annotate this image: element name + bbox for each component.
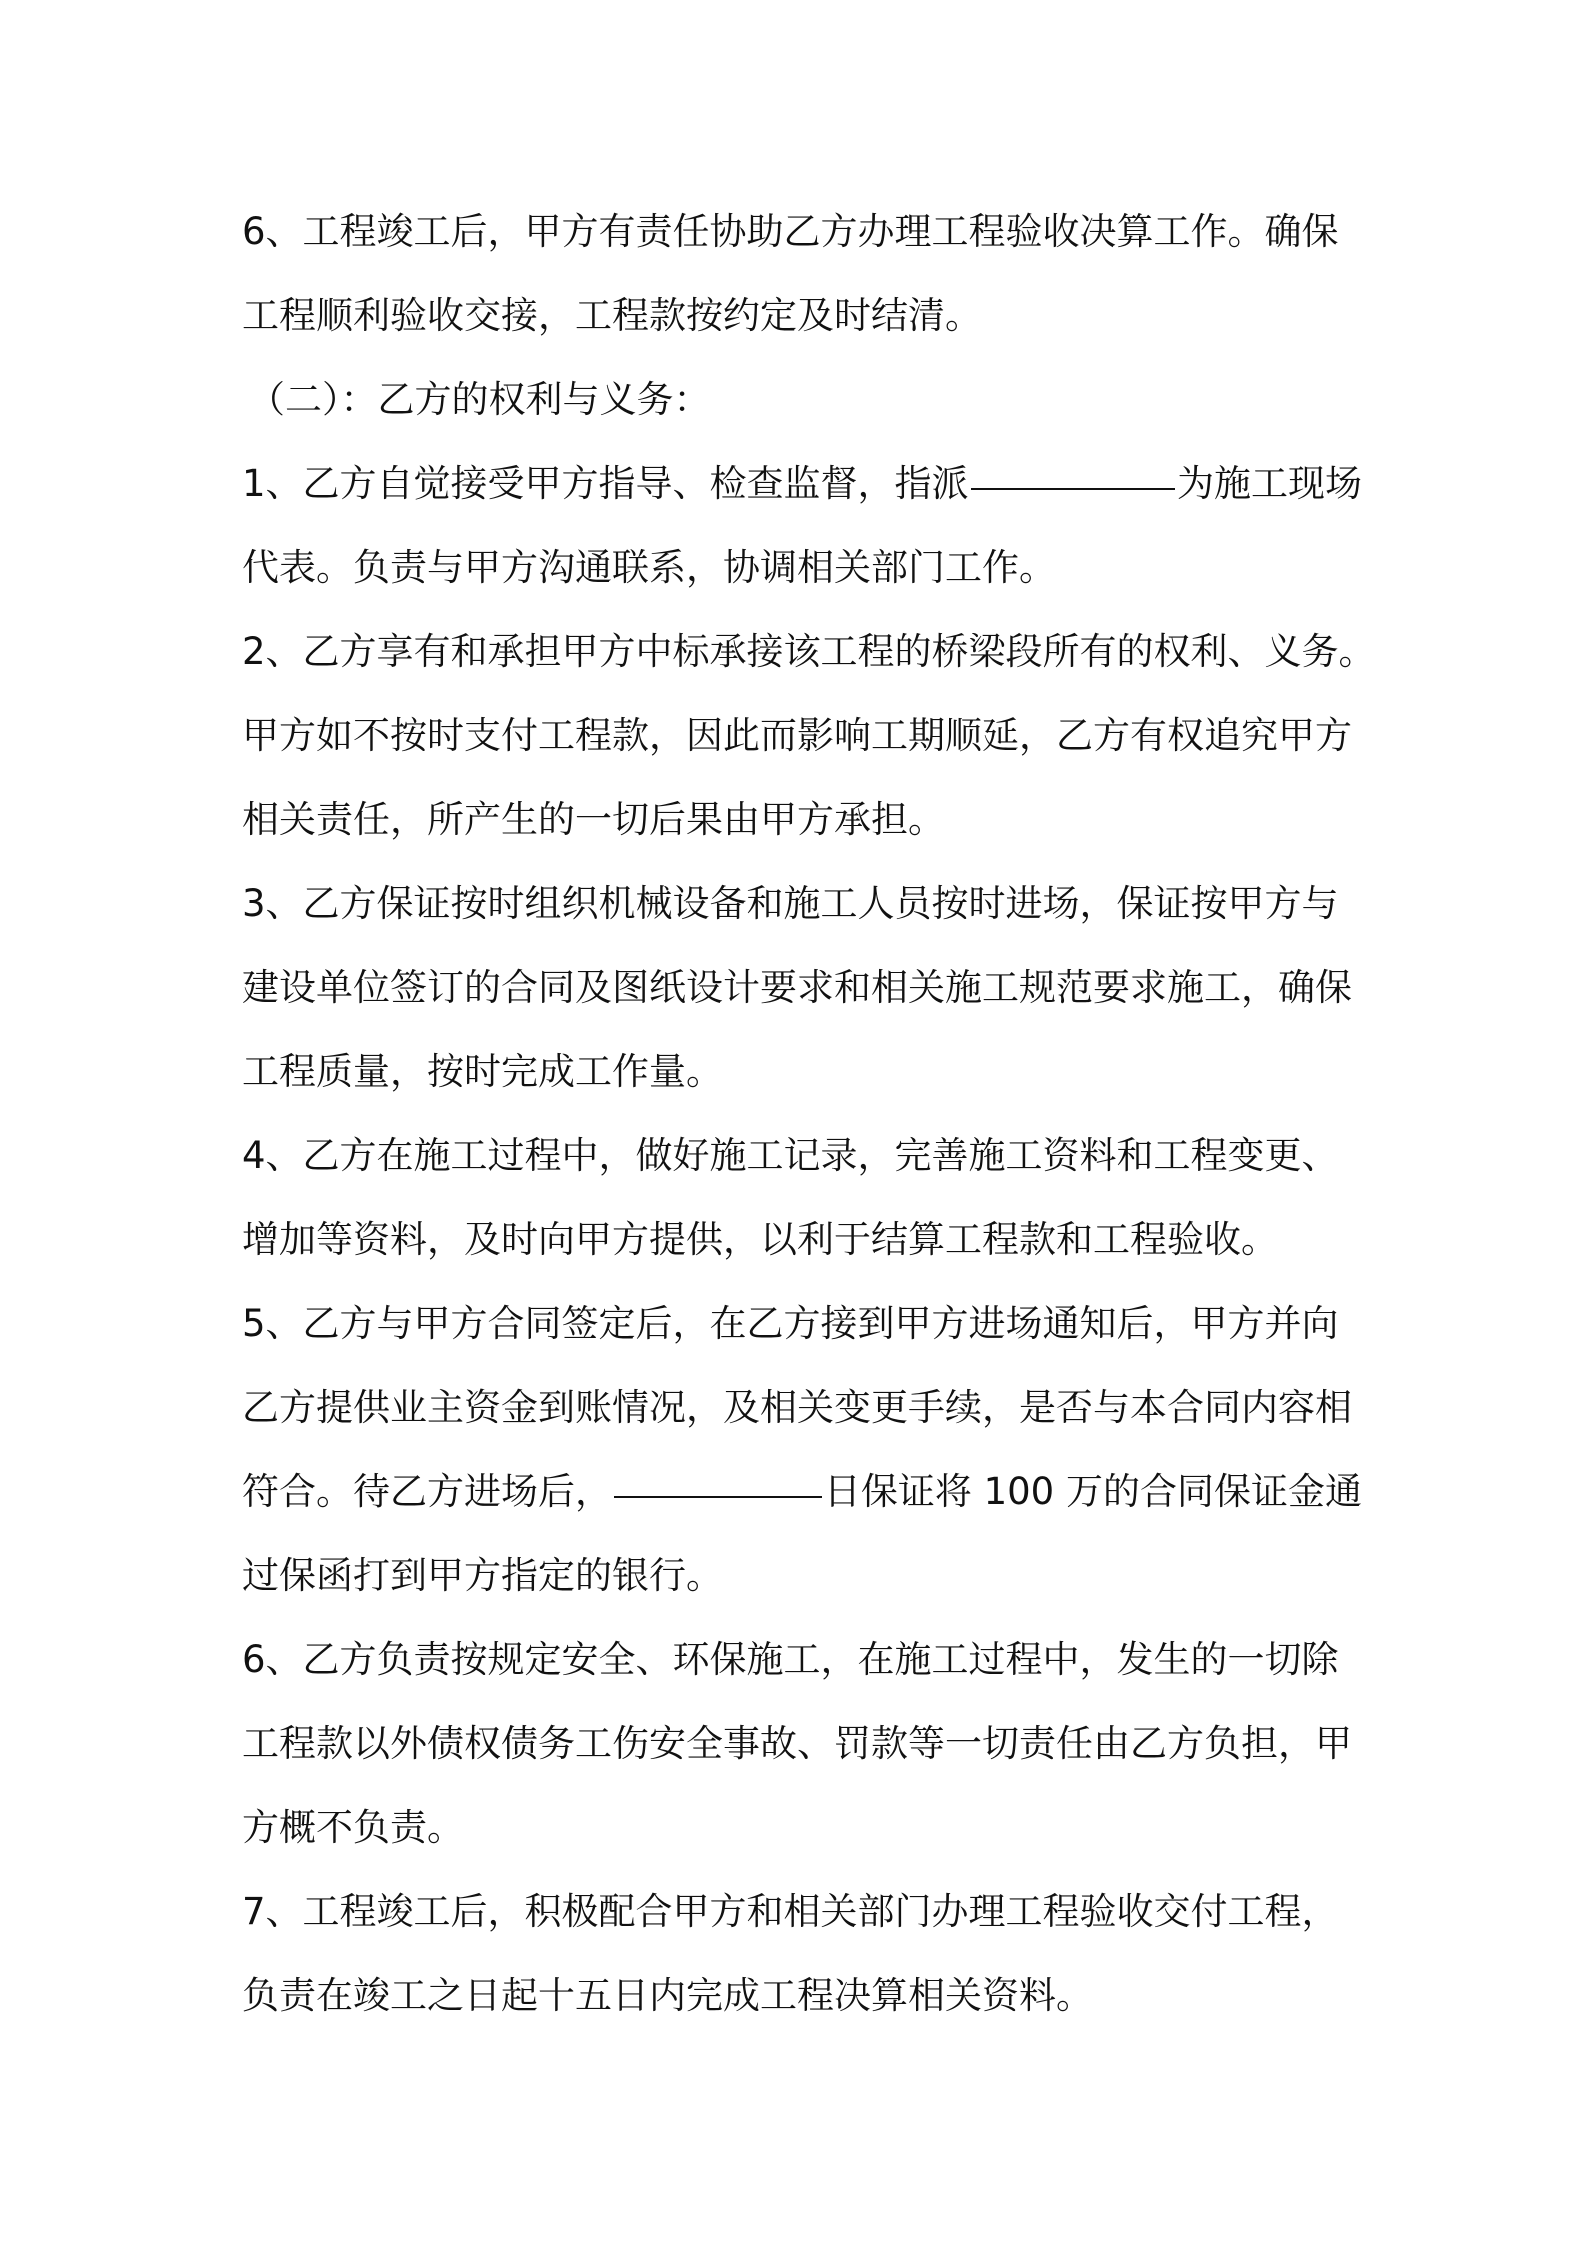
text-line: 3、乙方保证按时组织机械设备和施工人员按时进场，保证按甲方与 bbox=[242, 882, 1339, 925]
text-line: 相关责任，所产生的一切后果由甲方承担。 bbox=[242, 798, 945, 841]
text-segment: 为施工现场 bbox=[1177, 462, 1362, 505]
section-heading: （二）：乙方的权利与义务： bbox=[248, 378, 711, 421]
text-line bbox=[242, 442, 1362, 526]
text-line: 2、乙方享有和承担甲方中标承接该工程的桥梁段所有的权利、义务。 bbox=[242, 630, 1376, 673]
text-line: 乙方提供业主资金到账情况，及相关变更手续，是否与本合同内容相 bbox=[242, 1386, 1352, 1429]
text-line: 增加等资料，及时向甲方提供，以利于结算工程款和工程验收。 bbox=[242, 1218, 1278, 1261]
text-line: 工程顺利验收交接，工程款按约定及时结清。 bbox=[242, 294, 982, 337]
text-line: 5、乙方与甲方合同签定后，在乙方接到甲方进场通知后，甲方并向 bbox=[242, 1302, 1339, 1345]
text-line: 工程质量，按时完成工作量。 bbox=[242, 1050, 723, 1093]
text-segment: 符合。待乙方进场后， bbox=[242, 1470, 612, 1513]
text-segment: 1、乙方自觉接受甲方指导、检查监督，指派 bbox=[242, 462, 969, 505]
text-line: 方概不负责。 bbox=[242, 1806, 464, 1849]
document-page bbox=[242, 190, 1376, 2038]
text-line: 6、乙方负责按规定安全、环保施工，在施工过程中，发生的一切除 bbox=[242, 1638, 1339, 1681]
text-line: 建设单位签订的合同及图纸设计要求和相关施工规范要求施工，确保 bbox=[242, 966, 1352, 1009]
fill-in-blank bbox=[971, 442, 1175, 490]
text-line: 工程款以外债权债务工伤安全事故、罚款等一切责任由乙方负担，甲 bbox=[242, 1722, 1352, 1765]
text-line: 7、工程竣工后，积极配合甲方和相关部门办理工程验收交付工程， bbox=[242, 1890, 1339, 1933]
text-line: 负责在竣工之日起十五日内完成工程决算相关资料。 bbox=[242, 1974, 1093, 2017]
text-line: 过保函打到甲方指定的银行。 bbox=[242, 1554, 723, 1597]
text-segment: 日保证将 100 万的合同保证金通 bbox=[823, 1470, 1362, 1513]
text-line: 代表。负责与甲方沟通联系，协调相关部门工作。 bbox=[242, 546, 1056, 589]
text-line: 甲方如不按时支付工程款，因此而影响工期顺延，乙方有权追究甲方 bbox=[242, 714, 1352, 757]
text-line: 4、乙方在施工过程中，做好施工记录，完善施工资料和工程变更、 bbox=[242, 1134, 1339, 1177]
fill-in-blank bbox=[614, 1450, 822, 1498]
text-line bbox=[242, 1450, 1362, 1534]
text-line: 6、工程竣工后，甲方有责任协助乙方办理工程验收决算工作。确保 bbox=[242, 210, 1339, 253]
